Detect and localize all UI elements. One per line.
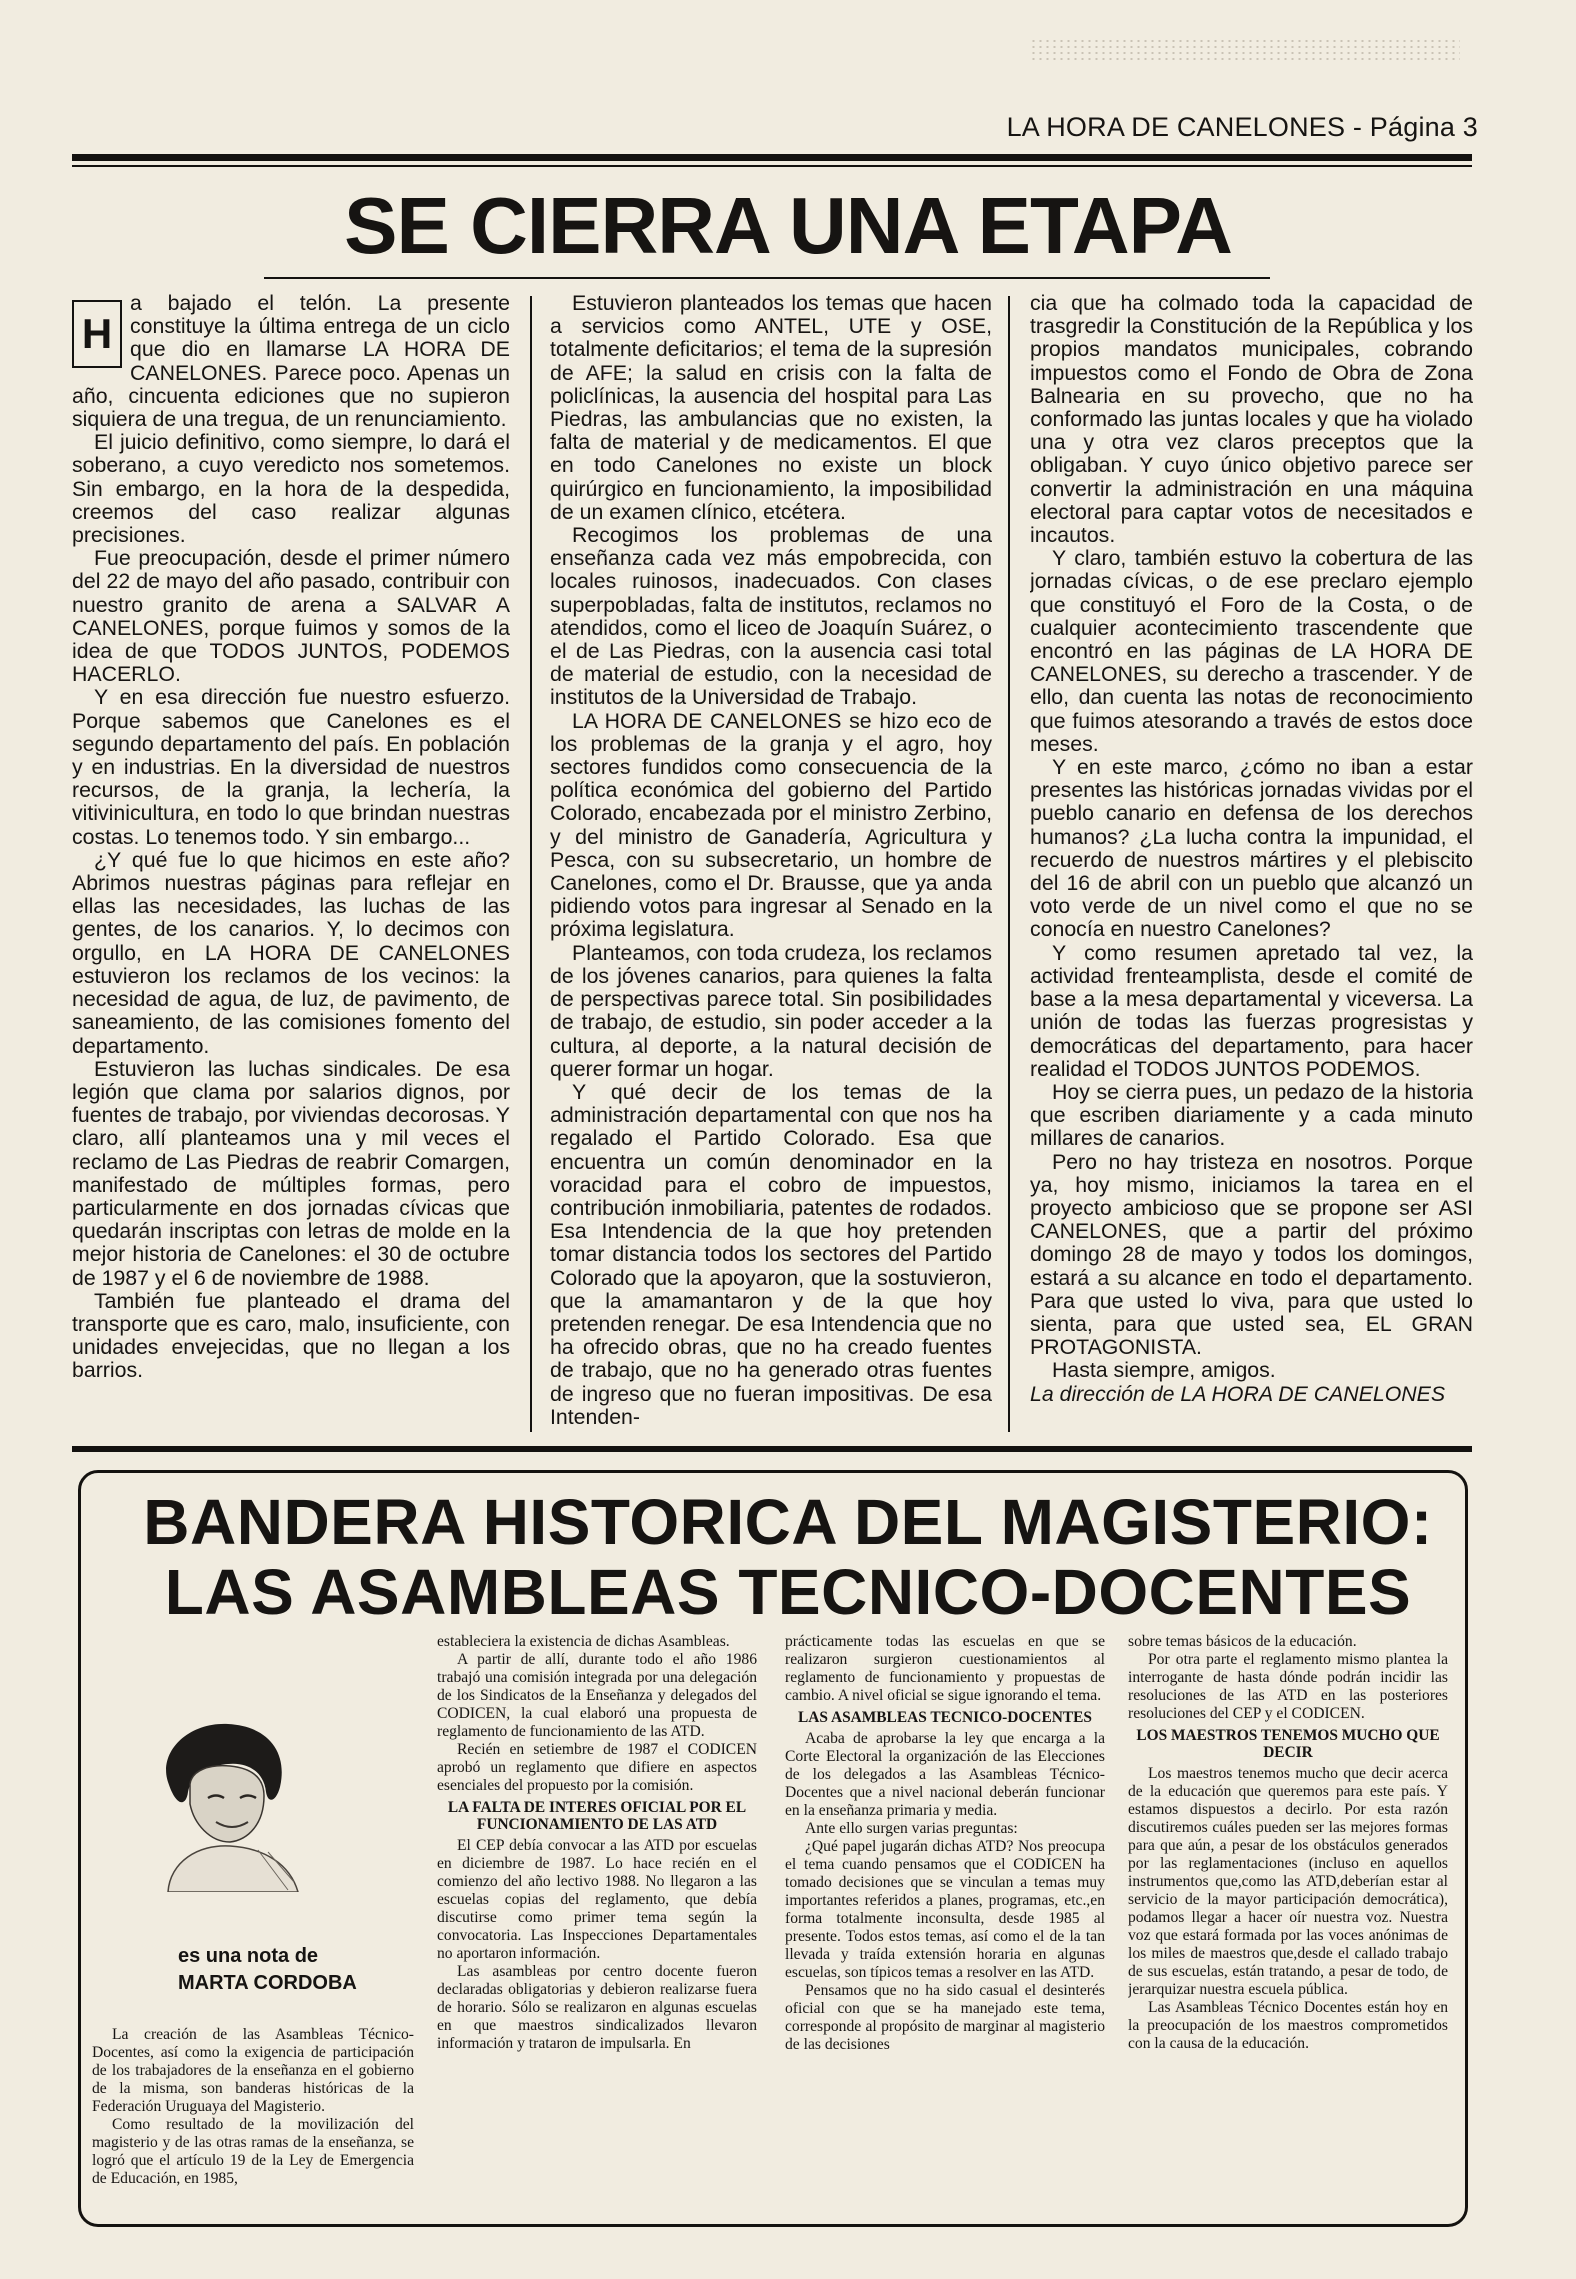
paragraph: Estuvieron las luchas sindicales. De esa legión que clama por salarios dignos, por fuentes de trabajo, por viviendas decorosas. Y claro, allí planteamos una y mil veces el reclamo de Las Piedras de reabrir Comargen, manifestado de múltiples formas, pero particularmente en dos jornadas cívicas que quedarán inscriptas con letras de molde en la mejor historia de Canelones: el 30 de octubre de 1987 y el 6 de noviembre de 1988. [72, 1056, 510, 1290]
paragraph: Hasta siempre, amigos. [1052, 1358, 1276, 1383]
paragraph: Ante ello surgen varias preguntas: [805, 1820, 1018, 1837]
paragraph: Los maestros tenemos mucho que decir acerca de la educación que queremos para este país. Y estamos dispuestos a decirlo. Por esta razón discutiremos cuáles pueden ser las mejores formas para que aún, a pesar de los obstáculos generados por las reglamentaciones (incluso en aquellos instrumentos que,como las ATD,deberían estar al servicio de la mayor participación democrática), podamos llegar a hacer oír nuestra voz. Nuestra voz que estará formada por las voces anónimas de los miles de maestros que,desde el callado trabajo de sus escuelas, están tratando, a pesar de todo, de jerarquizar nuestra escuela pública. [1128, 1765, 1448, 1998]
paragraph: prácticamente todas las escuelas en que se realizaron surgieron cuestionamientos al reglamento de funcionamiento y propuestas de cambio. A nivel oficial se sigue ignorando el tema. [785, 1633, 1105, 1704]
paragraph: Hoy se cierra pues, un pedazo de la historia que escriben diariamente y a cada minuto millares de canarios. [1030, 1079, 1473, 1151]
paragraph: estableciera la existencia de dichas Asambleas. [437, 1633, 730, 1650]
drop-cap: H [72, 300, 122, 368]
paragraph: El CEP debía convocar a las ATD por escuelas en diciembre de 1987. Lo hace recién en el comienzo del año lectivo 1988. No llegaron a las escuelas copias del reglamento, que debía discutirse como primer tema según la convocatoria. Las Inspecciones Departamentales no aportaron información. [437, 1837, 757, 1962]
paragraph: Las Asambleas Técnico Docentes están hoy en la preocupación de los maestros comprometidos con la causa de la educación. [1128, 1999, 1448, 2052]
subheading: LAS ASAMBLEAS TECNICO-DOCENTES [798, 1709, 1092, 1726]
print-speckle [1030, 38, 1460, 60]
article2-title-line1: BANDERA HISTORICA DEL MAGISTERIO: [143, 1486, 1433, 1558]
section-rule [72, 1446, 1472, 1452]
author-photo [148, 1712, 308, 1892]
column-divider-1 [530, 296, 532, 1432]
paragraph: Recién en setiembre de 1987 el CODICEN aprobó un reglamento que difiere en aspectos esenciales del propuesto por la comisión. [437, 1741, 757, 1794]
paragraph: Y claro, también estuvo la cobertura de las jornadas cívicas, o de ese preclaro ejemplo que constituyó el Foro de la Costa, o de cualquier acontecimiento trascendente que encontró en las páginas de LA HORA DE CANELONES, su derecho a trascender. Y de ello, dan cuenta las notas de reconocimiento que fuimos atesorando a través de estos doce meses. [1030, 546, 1473, 756]
subheading: LA FALTA DE INTERES OFICIAL POR EL FUNCIONAMIENTO DE LAS ATD [447, 1799, 747, 1833]
paragraph: Por otra parte el reglamento mismo plantea la interrogante de hasta dónde podrán incidir las resoluciones de las ATD en las posteriores resoluciones del CEP y el CODICEN. [1128, 1651, 1448, 1722]
byline-intro: es una nota de [178, 1945, 319, 1967]
article-column-2 [550, 292, 992, 1435]
paragraph: ¿Y qué fue lo que hicimos en este año? Abrimos nuestras páginas para reflejar en ellas las necesidades, las luchas de las gentes, de los canarios. Y, lo decimos con orgullo, en LA HORA DE CANELONES estuvieron los reclamos de los vecinos: la necesidad de agua, de luz, de pavimento, de saneamiento, de las comisiones fomento del departamento. [72, 847, 510, 1058]
article2-column-4 [1128, 1633, 1448, 2218]
title-underline [264, 277, 1270, 279]
paragraph: Pero no hay tristeza en nosotros. Porque ya, hoy mismo, iniciamos la tarea en el proyecto ambicioso que se propone ser ASI CANELONES, que a partir del próximo domingo 28 de mayo y todos los domingos, estará a su alcance en todo el departamento. Para que usted lo viva, para que usted lo sienta, para que usted sea, EL GRAN PROTAGONISTA. [1030, 1149, 1473, 1360]
header-rule-thick [72, 154, 1472, 161]
paragraph: Planteamos, con toda crudeza, los reclamos de los jóvenes canarios, para quienes la falta de perspectivas parece total. Sin posibilidades de trabajo, de estudio, sin poder acceder a la cultura, al deporte, a la natural decisión de querer formar un hogar. [550, 940, 992, 1081]
paragraph: A partir de allí, durante todo el año 1986 trabajó una comisión integrada por una delegación de los Sindicatos de la Enseñanza y delegados del CODICEN, la cual elaboró una propuesta de reglamento de funcionamiento de las ATD. [437, 1651, 757, 1740]
paragraph: Acaba de aprobarse la ley que encarga a la Corte Electoral la organización de las Elecciones de los delegados a las Asambleas Técnico-Docentes que a nivel nacional deberán funcionar en la enseñanza primaria y media. [785, 1730, 1105, 1819]
paragraph: LA HORA DE CANELONES se hizo eco de los problemas de la granja y el agro, hoy sectores fundidos como consecuencia de la política económica del gobierno del Partido Colorado, encabezada por el ministro Zerbino, y del ministro de Ganadería, Agricultura y Pesca, con su subsecretario, un hombre de Canelones, como el Dr. Brausse, que ya anda pidiendo votos para ingresar al Senado en la próxima legislatura. [550, 708, 992, 942]
paragraph: La creación de las Asambleas Técnico-Docentes, así como la exigencia de participación de los trabajadores de la enseñanza en el gobierno de la misma, son banderas históricas de la Federación Uruguaya del Magisterio. [92, 2026, 414, 2115]
paragraph: Y como resumen apretado tal vez, la actividad frenteamplista, desde el comité de base a la mesa departamental y viceversa. La unión de todas las fuerzas progresistas y democráticas del departamento, para hacer realidad el TODOS JUNTOS PODEMOS. [1030, 940, 1473, 1081]
paragraph: Fue preocupación, desde el primer número del 22 de mayo del año pasado, contribuir con nuestro granito de arena a SALVAR A CANELONES, porque fuimos y somos de la idea de que TODOS JUNTOS, PODEMOS HACERLO. [72, 546, 510, 687]
article-title: SE CIERRA UNA ETAPA [344, 181, 1232, 270]
article2-column-3 [785, 1633, 1105, 2218]
paragraph: El juicio definitivo, como siempre, lo dará el soberano, a cuyo veredicto nos sometemos. Sin embargo, en la hora de la despedida, creemos del caso realizar algunas precisiones. [72, 430, 510, 548]
page-header: LA HORA DE CANELONES - Página 3 [1006, 112, 1478, 142]
paragraph: También fue planteado el drama del transporte que es caro, malo, insuficiente, con unidades envejecidas, que no llegan a los barrios. [72, 1288, 510, 1383]
signature: La dirección de LA HORA DE CANELONES [1030, 1381, 1446, 1406]
paragraph: Y en este marco, ¿cómo no iban a estar presentes las históricas jornadas vividas por el pueblo canario en defensa de los derechos humanos? ¿La lucha contra la impunidad, el recuerdo de nuestros mártires y el plebiscito del 16 de abril con un pueblo que alcanzó un voto verde de un nivel como el que no se conocía en nuestro Canelones? [1030, 755, 1473, 942]
article2-column-1 [92, 2026, 414, 2216]
paragraph: Recogimos los problemas de una enseñanza cada vez más empobrecida, con locales ruinosos, inadecuados. Con clases superpobladas, falta de institutos, reclamos no atendidos, como el liceo de Joaquín Suárez, o el de Las Piedras, con la ausencia casi total de material de estudio, con la necesidad de institutos de la Universidad de Trabajo. [550, 523, 992, 710]
paragraph: Las asambleas por centro docente fueron declaradas obligatorias y debieron realizarse fuera de horario. Sólo se realizaron en algunas escuelas en que maestros sindicalizados llevaron información y trataron de impulsarla. En [437, 1963, 757, 2052]
column-divider-2 [1008, 296, 1010, 1432]
article2-title-line2: LAS ASAMBLEAS TECNICO-DOCENTES [164, 1556, 1412, 1628]
paragraph: Estuvieron planteados los temas que hacen a servicios como ANTEL, UTE y OSE, totalmente deficitarios; el tema de la supresión de AFE; la salud en crisis con la falta de policlínicas, la ausencia del hospital para Las Piedras, las ambulancias que no existen, la falta de material y de medicamentos. El que en todo Canelones no existe un block quirúrgico en funcionamiento, la imposibilidad de un examen clínico, etcétera. [550, 292, 992, 524]
paragraph: Como resultado de la movilización del magisterio y de las otras ramas de la enseñanza, se logró que el artículo 19 de la Ley de Emergencia de Educación, en 1985, [92, 2116, 414, 2187]
byline-author: MARTA CORDOBA [178, 1972, 357, 1994]
paragraph: cia que ha colmado toda la capacidad de trasgredir la Constitución de la República y los propios mandatos municipales, cobrando impuestos como el Fondo de Obra de Zona Balnearia en su provecho, que no ha conformado las juntas locales y que ha violado una y otra vez claros preceptos que la obligaban. Y cuyo único objetivo parece ser convertir la administración en una máquina electoral para captar votos de necesitados e incautos. [1030, 292, 1473, 548]
paragraph: Y qué decir de los temas de la administración departamental con que nos ha regalado el Partido Colorado. Esa que encuentra un común denominador en la voracidad para el cobro de impuestos, contribución inmobiliaria, patentes de rodados. Esa Intendencia de la que hoy pretenden tomar distancia todos los sectores del Partido Colorado que la apoyaron, que la sostuvieron, que la amamantaron y de la que hoy pretenden renegar. De esa Intendencia que no ha ofrecido obras, que no ha creado fuentes de trabajo, que no ha generado otras fuentes de ingreso que no fueran impositivas. De esa Intenden- [550, 1079, 992, 1429]
paragraph: Y en esa dirección fue nuestro esfuerzo. Porque sabemos que Canelones es el segundo departamento del país. En población y en industrias. En la diversidad de nuestros recursos, de la granja, la lechería, la vitivinicultura, en todo lo que brindan nuestras costas. Lo tenemos todo. Y sin embargo... [72, 685, 510, 849]
paragraph: a bajado el telón. La presente constituye la última entrega de un ciclo que dio en llamarse LA HORA DE CANELONES. Parece poco. Apenas un año, cincuenta ediciones que no supieron siquiera de una tregua, de un renunciamiento. [72, 292, 510, 432]
article-column-1 [72, 292, 510, 1435]
article2-column-2 [437, 1633, 757, 2218]
article-column-3 [1030, 292, 1473, 1435]
paragraph: ¿Qué papel jugarán dichas ATD? Nos preocupa el tema cuando pensamos que el CODICEN ha tomado decisiones que se vinculan a temas muy importantes referidos a planes, programas, etc.,en forma totalmente inconsulta, desde 1985 al presente. Todos estos temas, así como el de la tan llevada y traída extensión horaria en algunas escuelas, son típicos temas a resolver en las ATD. [785, 1838, 1105, 1981]
header-rule-thin [72, 165, 1472, 167]
paragraph: Pensamos que no ha sido casual el desinterés oficial con que se ha manejado este tema, corresponde al propósito de marginar al magisterio de las decisiones [785, 1982, 1105, 2053]
paragraph: sobre temas básicos de la educación. [1128, 1633, 1357, 1650]
subheading: LOS MAESTROS TENEMOS MUCHO QUE DECIR [1136, 1727, 1440, 1761]
